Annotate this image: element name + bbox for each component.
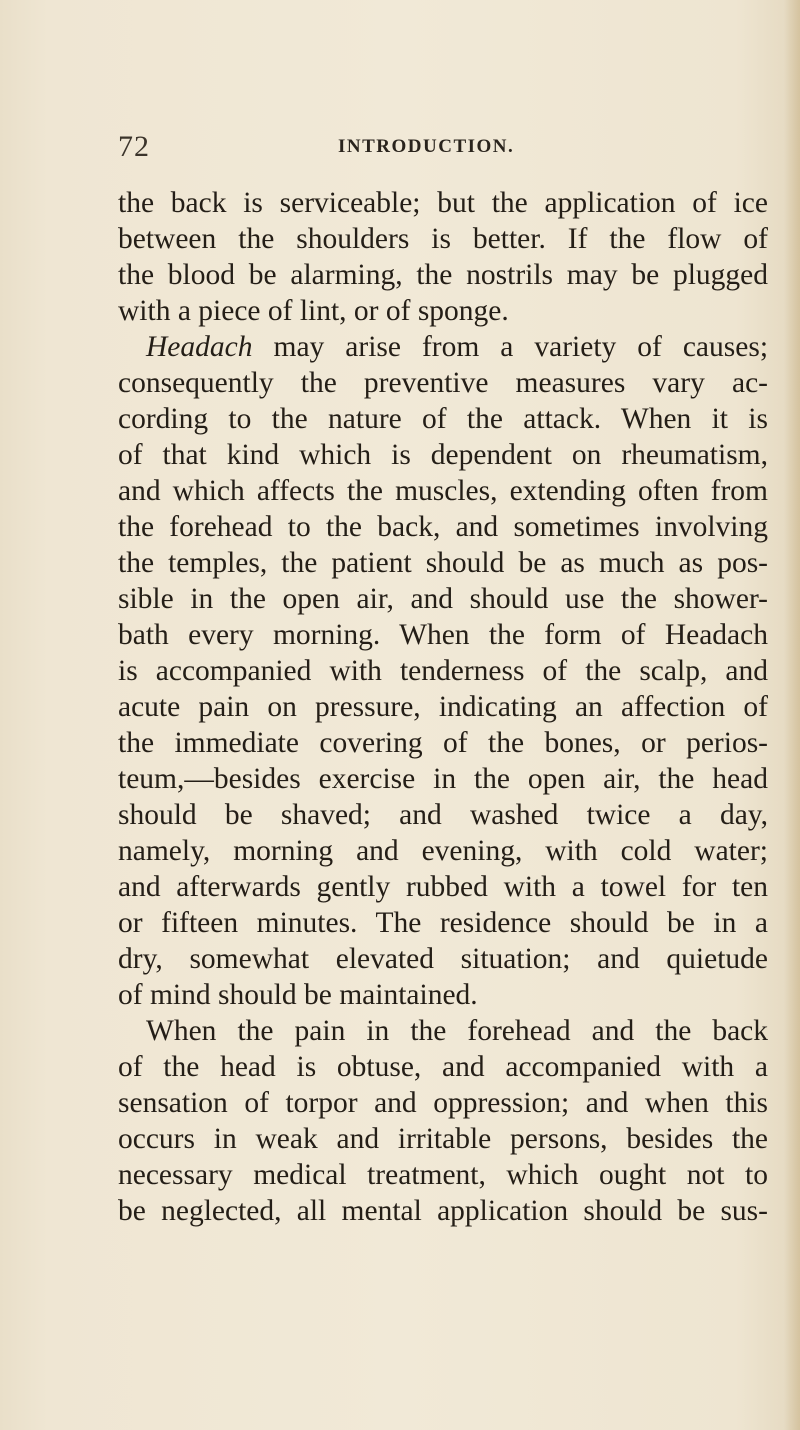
text-line-remainder: may arise from a variety of causes; bbox=[273, 331, 769, 363]
text-line: be neglected, all mental application should be sus- bbox=[118, 1195, 768, 1227]
text-line: the back is serviceable; but the application of ice bbox=[118, 187, 768, 219]
text-line: and which affects the muscles, extending often from bbox=[118, 475, 768, 507]
body-text bbox=[118, 185, 768, 1229]
text-line: bath every morning. When the form of Headach bbox=[118, 619, 768, 651]
text-line: is accompanied with tenderness of the scalp, and bbox=[118, 655, 768, 687]
section-title: INTRODUCTION. bbox=[338, 136, 515, 157]
text-line: namely, morning and evening, with cold water; bbox=[118, 835, 768, 867]
text-line: occurs in weak and irritable persons, besides the bbox=[118, 1123, 768, 1155]
text-line: sensation of torpor and oppression; and when this bbox=[118, 1087, 768, 1119]
text-line: of that kind which is dependent on rheumatism, bbox=[118, 439, 768, 471]
text-line: and afterwards gently rubbed with a towel for ten bbox=[118, 871, 768, 903]
text-line: of mind should be maintained. bbox=[118, 979, 478, 1011]
text-line: acute pain on pressure, indicating an affection of bbox=[118, 691, 768, 723]
page-number: 72 bbox=[118, 130, 150, 163]
text-line: consequently the preventive measures vary ac- bbox=[118, 367, 768, 399]
page-edge-shadow bbox=[784, 0, 800, 1430]
text-line: sible in the open air, and should use the shower- bbox=[118, 583, 768, 615]
text-line: dry, somewhat elevated situation; and quietude bbox=[118, 943, 768, 975]
text-line: the blood be alarming, the nostrils may be plugged bbox=[118, 259, 768, 291]
text-line: cording to the nature of the attack. When it is bbox=[118, 403, 768, 435]
text-line: the forehead to the back, and sometimes involving bbox=[118, 511, 768, 543]
text-line: the temples, the patient should be as much as pos- bbox=[118, 547, 768, 579]
running-head bbox=[118, 130, 678, 170]
text-line: When the pain in the forehead and the back bbox=[146, 1015, 768, 1047]
text-line: the immediate covering of the bones, or perios- bbox=[118, 727, 768, 759]
text-line: with a piece of lint, or of sponge. bbox=[118, 295, 509, 327]
text-line bbox=[118, 329, 768, 365]
text-line: of the head is obtuse, and accompanied with a bbox=[118, 1051, 768, 1083]
text-line: teum,—besides exercise in the open air, the head bbox=[118, 763, 768, 795]
text-line: between the shoulders is better. If the flow of bbox=[118, 223, 768, 255]
headach-term: Headach bbox=[146, 331, 253, 363]
text-line: should be shaved; and washed twice a day, bbox=[118, 799, 768, 831]
text-line: necessary medical treatment, which ought not to bbox=[118, 1159, 768, 1191]
text-line: or fifteen minutes. The residence should be in a bbox=[118, 907, 768, 939]
